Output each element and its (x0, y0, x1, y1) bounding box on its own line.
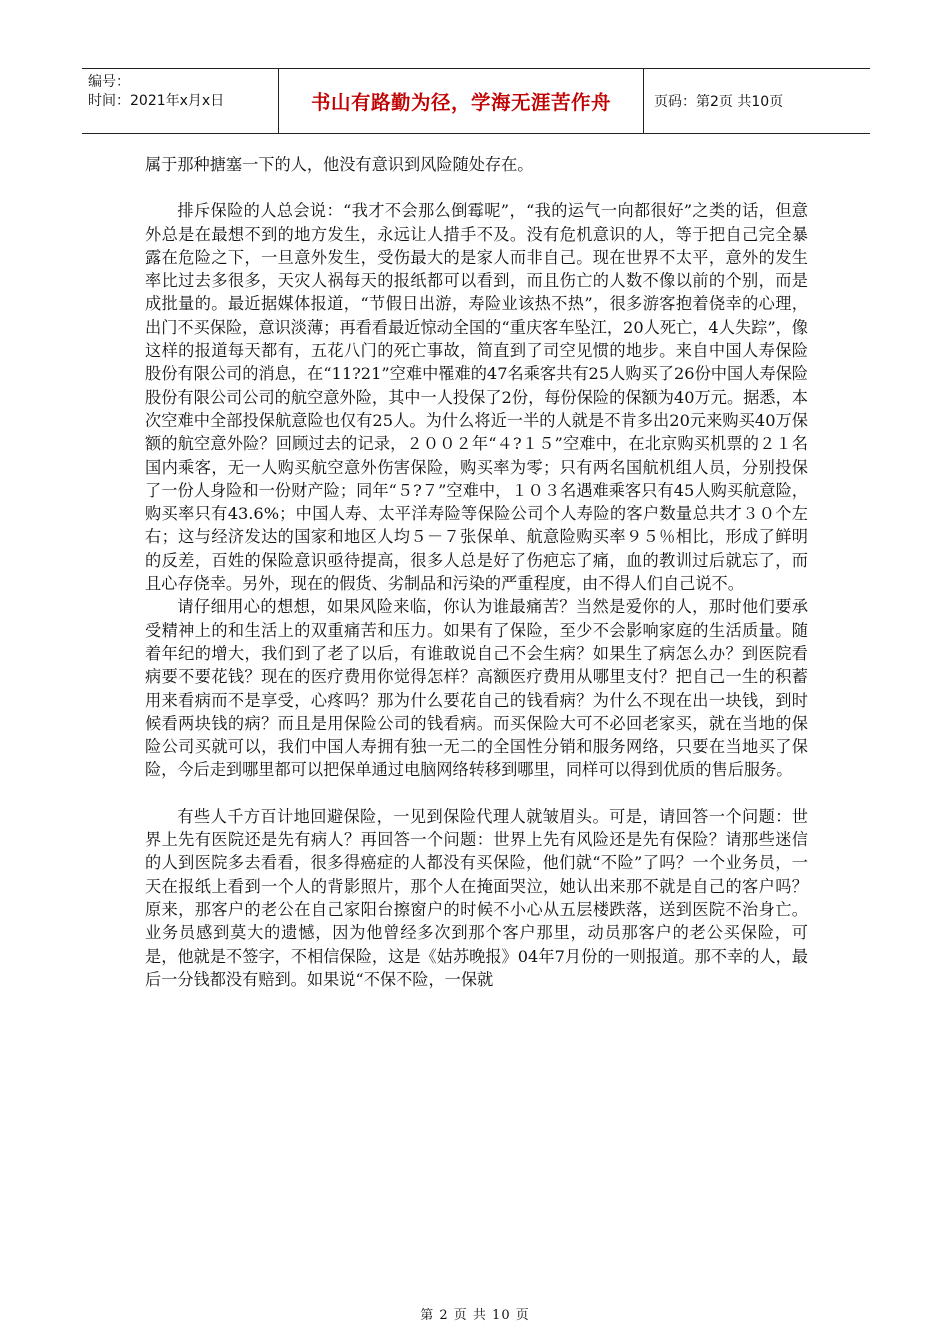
paragraph: 有些人千方百计地回避保险，一见到保险代理人就皱眉头。可是，请回答一个问题：世界上先有医院还是先有病人？再回答一个问题：世界上先有风险还是先有保险？请那些迷信的人到医院多去看看，很多得癌症的人都没有买保险，他们就“不险”了吗？一个业务员，一天在报纸上看到一个人的背影照片，那个人在掩面哭泣，她认出来那不就是自己的客户吗？原来，那客户的老公在自己家阳台擦窗户的时候不小心从五层楼跌落，送到医院不治身亡。业务员感到莫大的遗憾，因为他曾经多次到那个客户那里，动员那客户的老公买保险，可是，他就是不签字，不相信保险，这是《姑苏晚报》04年7月份的一则报道。那不幸的人，最后一分钱都没有赔到。如果说“不保不险，一保就 (145, 806, 808, 989)
document-body (145, 153, 808, 991)
document-date: 时间：2021年x月x日 (88, 93, 225, 109)
header-meta (82, 69, 278, 133)
paragraph-continued: 属于那种搪塞一下的人，他没有意识到风险随处存在。 (145, 155, 534, 174)
paragraph: 排斥保险的人总会说：“我才不会那么倒霉呢”，“我的运气一向都很好”之类的话，但意外总是在最想不到的地方发生，永远让人措手不及。没有危机意识的人，等于把自己完全暴露在危险之下，一旦意外发生，受伤最大的是家人而非自己。现在世界不太平，意外的发生率比过去多很多，天灾人祸每天的报纸都可以看到，而且伤亡的人数不像以前的个别，而是成批量的。最近据媒体报道，“节假日出游，寿险业该热不热”，很多游客抱着侥幸的心理，出门不买保险，意识淡薄；再看看最近惊动全国的“重庆客车坠江，20人死亡，4人失踪”，像这样的报道每天都有，五花八门的死亡事故，简直到了司空见惯的地步。来自中国人寿保险股份有限公司的消息，在“11?21”空难中罹难的47名乘客共有25人购买了26份中国人寿保险股份有限公司公司的航空意外险，其中一人投保了2份，每份保险的保额为40万元。据悉，本次空难中全部投保航意险也仅有25人。为什么将近一半的人就是不肯多出20元来购买40万保额的航空意外险？回顾过去的记录，２００２年“４?１５”空难中，在北京购买机票的２１名国内乘客，无一人购买航空意外伤害保险，购买率为零；只有两名国航机组人员，分别投保了一份人身险和一份财产险；同年“５?７”空难中，１０３名遇难乘客只有45人购买航意险，购买率只有43.6%；中国人寿、太平洋寿险等保险公司个人寿险的客户数量总共才３０个左右；这与经济发达的国家和地区人均５－７张保单、航意险购买率９５％相比，形成了鲜明的反差，百姓的保险意识亟待提高，很多人总是好了伤疤忘了痛，血的教训过后就忘了，而且心存侥幸。另外，现在的假货、劣制品和污染的严重程度，由不得人们自己说不。 (145, 201, 808, 594)
page-footer: 第 2 页 共 10 页 (420, 1308, 530, 1323)
header-page-info: 页码：第2页 共10页 (654, 94, 784, 110)
paragraph: 请仔细用心的想想，如果风险来临，你认为谁最痛苦？当然是爱你的人，那时他们要承受精神上的和生活上的双重痛苦和压力。如果有了保险，至少不会影响家庭的生活质量。随着年纪的增大，我们到了老了以后，有谁敢说自己不会生病？如果生了病怎么办？到医院看病要不要花钱？现在的医疗费用你觉得怎样？高额医疗费用从哪里支付？把自己一生的积蓄用来看病而不是享受，心疼吗？那为什么要花自己的钱看病？为什么不现在出一块钱，到时候看两块钱的病？而且是用保险公司的钱看病。而买保险大可不必回老家买，就在当地的保险公司买就可以，我们中国人寿拥有独一无二的全国性分销和服务网络，只要在当地买了保险，今后走到哪里都可以把保单通过电脑网络转移到哪里，同样可以得到优质的售后服务。 (145, 597, 808, 780)
document-number-label: 编号： (88, 74, 130, 90)
page-header (82, 68, 870, 134)
header-motto: 书山有路勤为径，学海无涯苦作舟 (278, 69, 644, 133)
